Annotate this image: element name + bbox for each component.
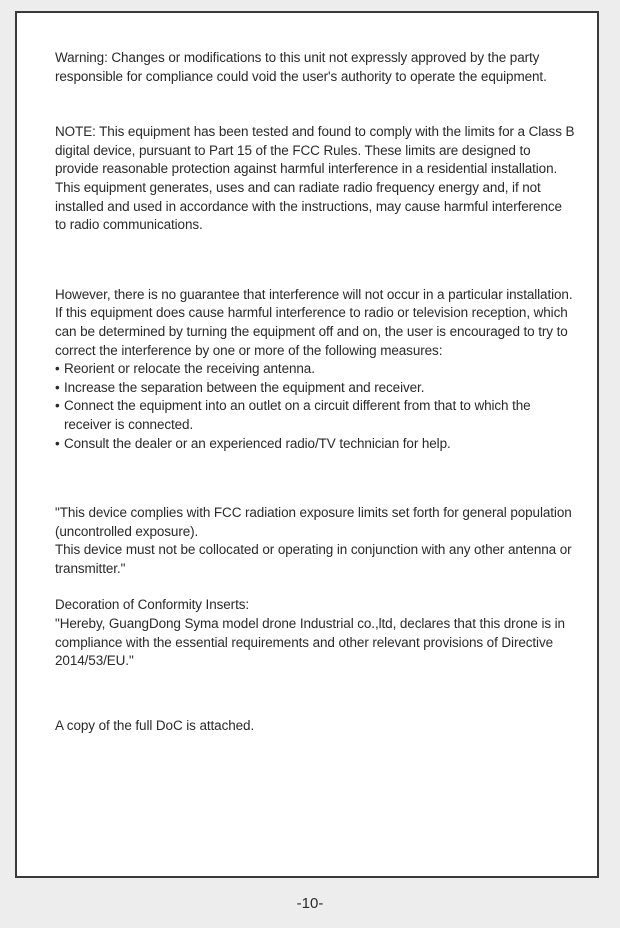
spacer [55,86,575,123]
spacer [55,671,575,717]
conformity-heading: Decoration of Conformity Inserts: [55,597,250,613]
spacer [55,578,575,596]
page-number: -10- [296,895,324,912]
exposure-statement: "This device complies with FCC radiation exposure limits set forth for general population (uncontrolled exposure). [55,505,572,539]
measure-item: • Reorient or relocate the receiving antenna. [55,360,575,379]
measure-item: • Increase the separation between the equipment and receiver. [55,379,575,398]
spacer [55,453,575,504]
conformity-declaration: "Hereby, GuangDong Syma model drone Industrial co.,ltd, declares that this drone is in compliance with the essential requirements and other relevant provisions of Directive 2014/53/EU." [55,616,565,669]
however-paragraph: However, there is no guarantee that interference will not occur in a particular installation. If this equipment does cause harmful interference to radio or television reception, which can be determined by turning the equipment off and on, the user is encouraged to try to correct the interference by one or more of the following measures: [55,286,573,358]
spacer [55,235,575,286]
document-body [55,49,575,735]
doc-copy-note: A copy of the full DoC is attached. [55,717,255,733]
collocation-statement: This device must not be collocated or operating in conjunction with any other antenna or transmitter." [55,542,572,576]
page-frame [15,11,599,878]
measure-item: • Connect the equipment into an outlet on a circuit different from that to which the receiver is connected. [55,397,575,434]
note-paragraph: NOTE: This equipment has been tested and found to comply with the limits for a Class B digital device, pursuant to Part 15 of the FCC Rules. These limits are designed to provide reasonable protection against harmful interference in a residential installation. This equipment generates, uses and can radiate radio frequency energy and, if not installed and used in accordance with the instructions, may cause harmful interference to radio communications. [55,124,575,233]
measures-list [55,360,575,453]
warning-paragraph: Warning: Changes or modifications to this unit not expressly approved by the party responsible for compliance could void the user's authority to operate the equipment. [55,50,547,84]
measure-item: • Consult the dealer or an experienced radio/TV technician for help. [55,435,575,454]
